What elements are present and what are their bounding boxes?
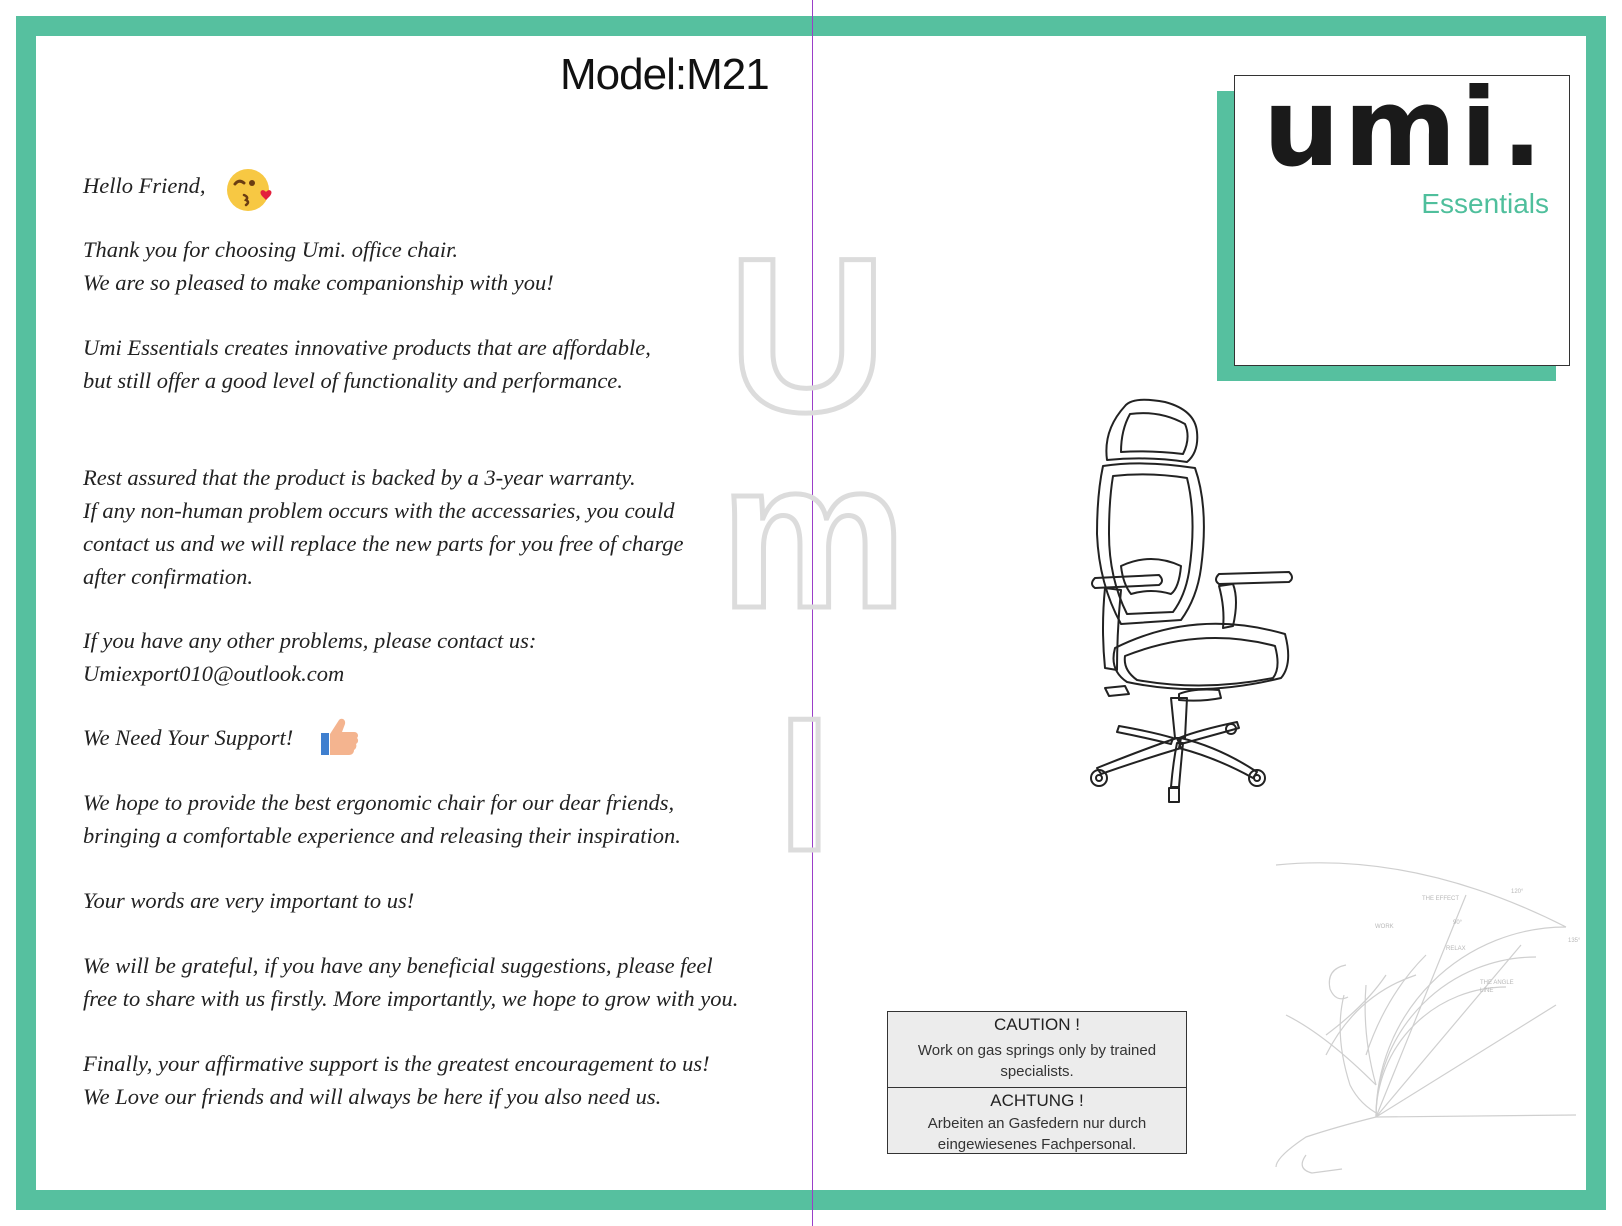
diagram-label-the-effect: THE EFFECT (1422, 896, 1459, 902)
letter-line: Thank you for choosing Umi. office chair. (83, 237, 458, 262)
caution-heading: CAUTION ! (994, 1015, 1080, 1034)
brand-logo: umi. (1263, 66, 1547, 191)
watermark-letter-i: I (778, 679, 831, 891)
watermark-letter-m: m (720, 417, 907, 652)
letter-line: Your words are very important to us! (83, 888, 415, 913)
letter-line: Finally, your affirmative support is the greatest encouragement to us! (83, 1051, 710, 1076)
caution-text: Work on gas springs only by trained specialists. (917, 1042, 1157, 1080)
letter-line: If any non-human problem occurs with the accessaries, you could (83, 498, 675, 523)
diagram-label-120: 120° (1511, 889, 1524, 895)
diagram-label-the-angle: THE ANGLE (1480, 980, 1514, 986)
diagram-label-line: LINE (1480, 988, 1494, 994)
letter-line: Rest assured that the product is backed by a 3-year warranty. (83, 465, 636, 490)
contact-email: Umiexport010@outlook.com (83, 661, 345, 686)
caution-box (887, 1011, 1187, 1154)
caution-german (888, 1088, 1186, 1153)
model-title: Model:M21 (560, 50, 769, 99)
letter-line: We are so pleased to make companionship with you! (83, 270, 554, 295)
recline-angle-diagram (1266, 855, 1596, 1185)
achtung-text: Arbeiten an Gasfedern nur durch eingewiesenes Fachpersonal. (927, 1115, 1147, 1153)
letter-line: contact us and we will replace the new parts for you free of charge (83, 531, 684, 556)
letter-line: We hope to provide the best ergonomic chair for our dear friends, (83, 790, 675, 815)
letter-line: but still offer a good level of functionality and performance. (83, 368, 623, 393)
achtung-heading: ACHTUNG ! (990, 1091, 1084, 1110)
office-chair-illustration (1085, 398, 1345, 838)
brand-subtitle: Essentials (1421, 188, 1549, 219)
thumbs-up-emoji-icon (317, 713, 365, 771)
kiss-face-emoji-icon (226, 166, 274, 224)
caution-english (888, 1012, 1186, 1088)
letter-line: bringing a comfortable experience and releasing their inspiration. (83, 823, 681, 848)
letter-line: free to share with us firstly. More importantly, we hope to grow with you. (83, 986, 739, 1011)
diagram-label-135: 135° (1568, 938, 1581, 944)
letter-line: If you have any other problems, please contact us: (83, 628, 537, 653)
diagram-label-90: 90° (1453, 920, 1463, 926)
logo-box (1234, 66, 1570, 366)
greeting: Hello Friend, (83, 173, 206, 198)
letter-line: Umi Essentials creates innovative products that are affordable, (83, 335, 651, 360)
letter-line: after confirmation. (83, 564, 253, 589)
diagram-label-work: WORK (1375, 924, 1394, 930)
letter-line: We Love our friends and will always be here if you also need us. (83, 1084, 662, 1109)
diagram-label-relax: RELAX (1446, 946, 1466, 952)
letter-line: We Need Your Support! (83, 725, 294, 750)
letter-line: We will be grateful, if you have any beneficial suggestions, please feel (83, 953, 713, 978)
watermark-letter-u: U (728, 212, 887, 458)
